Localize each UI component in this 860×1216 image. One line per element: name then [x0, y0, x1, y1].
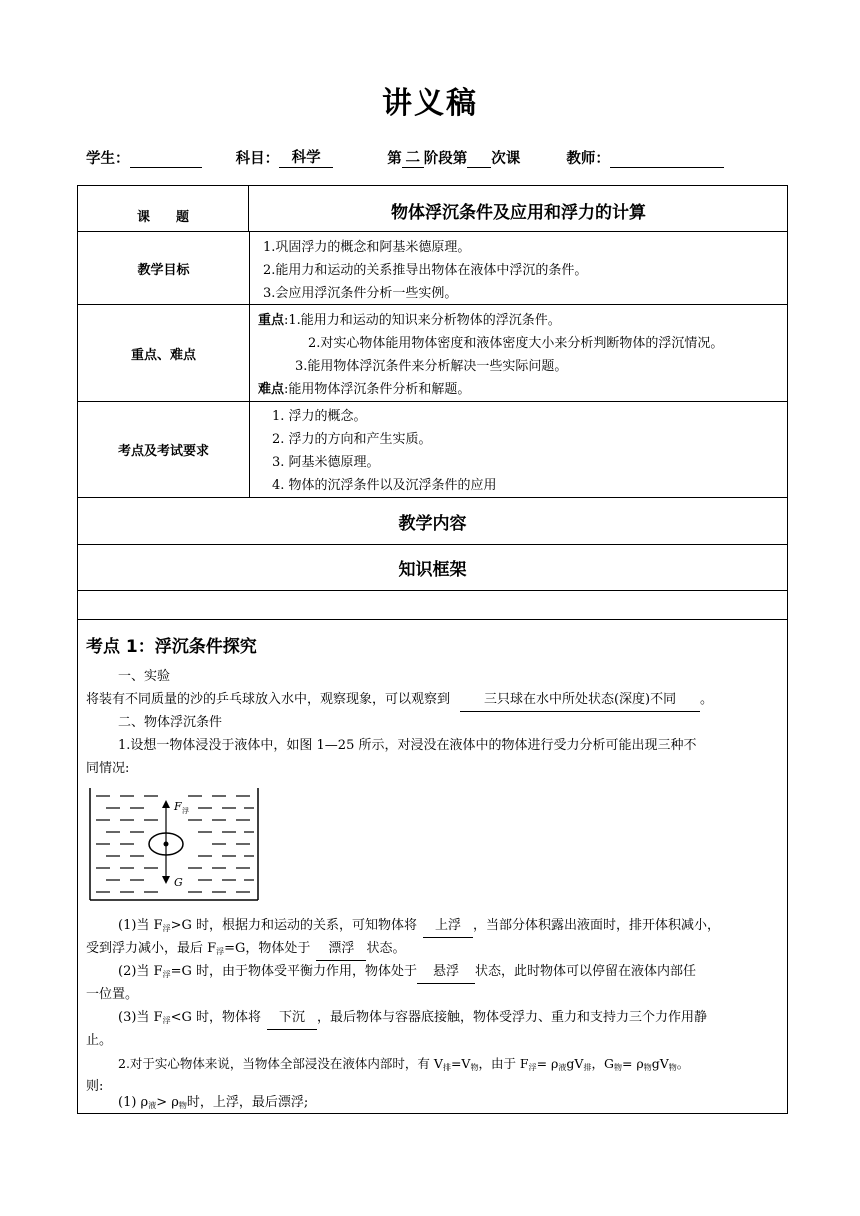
stage-prefix: 第 — [387, 151, 402, 167]
case2-line1: (2)当 $F_浮=G$ 时，由于物体受平衡力作用，物体处于 悬浮 状态，此时物体可以停留在液体内部任 — [118, 960, 696, 986]
answer-suspend: 悬浮 — [417, 960, 475, 984]
exam-label: 考点及考试要求 — [78, 402, 250, 497]
answer-float: 漂浮 — [316, 937, 366, 961]
exp-paragraph: 将装有不同质量的沙的乒乓球放入水中，观察现象，可以观察到 三只球在水中所处状态(深度)不同 。 — [86, 688, 713, 712]
lesson-value — [467, 167, 491, 168]
item2-line1: 2.对于实心物体来说，当物体全部浸没在液体内部时，有 $V_排=V_物$，由于 $F_浮= \rho_液gV_排$，$G_物= \rho_物gV_物$。 — [118, 1056, 690, 1072]
topic-label: 课 题 — [78, 186, 249, 231]
item2-line2: 则: — [86, 1079, 104, 1094]
stage-value: 二 — [402, 146, 424, 168]
force-f-sub: 浮 — [182, 807, 189, 815]
section-heading: 考点 1：浮沉条件探究 — [86, 637, 257, 657]
case1-line1: (1)当 $F_浮>G$ 时，根据力和运动的关系，可知物体将 上浮 ，当部分体积露出液面时，排开体积减小， — [118, 914, 720, 940]
stage-mid: 阶段第 — [423, 151, 468, 167]
goal-item: 2.能用力和运动的关系推导出物体在液体中浮沉的条件。 — [263, 263, 588, 278]
case3-line2: 止。 — [86, 1033, 113, 1048]
teacher-value — [610, 167, 724, 168]
lesson-table — [77, 185, 788, 1114]
subject-value: 科学 — [279, 146, 333, 168]
framework-heading: 知识框架 — [78, 545, 787, 591]
goal-item: 3.会应用浮沉条件分析一些实例。 — [263, 286, 458, 301]
force-f-label: F — [174, 800, 182, 813]
exam-item: 1. 浮力的概念。 — [272, 409, 367, 424]
answer-rise: 上浮 — [423, 914, 473, 938]
topic-row — [78, 186, 787, 232]
teacher-label: 教师： — [566, 151, 610, 167]
case1-line2: 受到浮力减小，最后 $F_浮=G$，物体处于 漂浮 状态。 — [86, 937, 405, 963]
topic-cell — [250, 186, 787, 231]
key-row — [78, 305, 787, 402]
key-cell — [250, 305, 787, 401]
subject-label: 科目： — [235, 151, 280, 167]
case3-line1: (3)当 $F_浮<G$ 时，物体将 下沉 ，最后物体与容器底接触，物体受浮力、重力和支持力三个力作用静 — [118, 1006, 707, 1032]
exam-item: 3. 阿基米德原理。 — [272, 455, 380, 470]
rule-1: (1) $\rho_液> \rho_物$时，上浮，最后漂浮; — [118, 1095, 309, 1110]
buoyancy-figure — [88, 786, 260, 902]
content-heading: 教学内容 — [78, 498, 787, 545]
answer-sink: 下沉 — [267, 1006, 317, 1030]
cond-title: 二、物体浮沉条件 — [118, 715, 223, 730]
key-prefix: 重点 — [258, 313, 285, 328]
exam-item: 4. 物体的沉浮条件以及沉浮条件的应用 — [272, 478, 497, 493]
framework-empty-row — [78, 591, 787, 620]
key-point-3: 3.能用物体浮沉条件来分析解决一些实际问题。 — [295, 359, 568, 374]
item1-line2: 同情况: — [86, 761, 130, 776]
exam-cell — [250, 402, 787, 497]
goals-cell — [250, 232, 787, 304]
student-value — [130, 167, 202, 168]
goals-row — [78, 232, 787, 305]
difficulty-point: 难点:能用物体浮沉条件分析和解题。 — [258, 382, 471, 397]
key-point-1: 重点:1.能用力和运动的知识来分析物体的浮沉条件。 — [258, 313, 561, 328]
student-label: 学生： — [86, 151, 130, 167]
exam-row — [78, 402, 787, 498]
exp-answer: 三只球在水中所处状态(深度)不同 — [460, 688, 700, 712]
force-g-label: G — [174, 876, 183, 889]
goals-label: 教学目标 — [78, 232, 250, 304]
topic-value: 物体浮沉条件及应用和浮力的计算 — [391, 203, 646, 223]
goal-item: 1.巩固浮力的概念和阿基米德原理。 — [263, 240, 471, 255]
key-point-2: 2.对实心物体能用物体密度和液体密度大小来分析判断物体的浮沉情况。 — [308, 336, 724, 351]
page-title: 讲义稿 — [382, 86, 478, 121]
lesson-suffix: 次课 — [491, 151, 521, 167]
key-label: 重点、难点 — [78, 305, 250, 401]
case2-line2: 一位置。 — [86, 987, 139, 1002]
difficulty-prefix: 难点 — [258, 382, 285, 397]
header-line — [86, 146, 724, 168]
item1-line1: 1.设想一物体浸没于液体中，如图 1—25 所示，对浸没在液体中的物体进行受力分析可能出现三种不 — [118, 738, 697, 753]
exam-item: 2. 浮力的方向和产生实质。 — [272, 432, 432, 447]
exp-title: 一、实验 — [118, 669, 171, 684]
